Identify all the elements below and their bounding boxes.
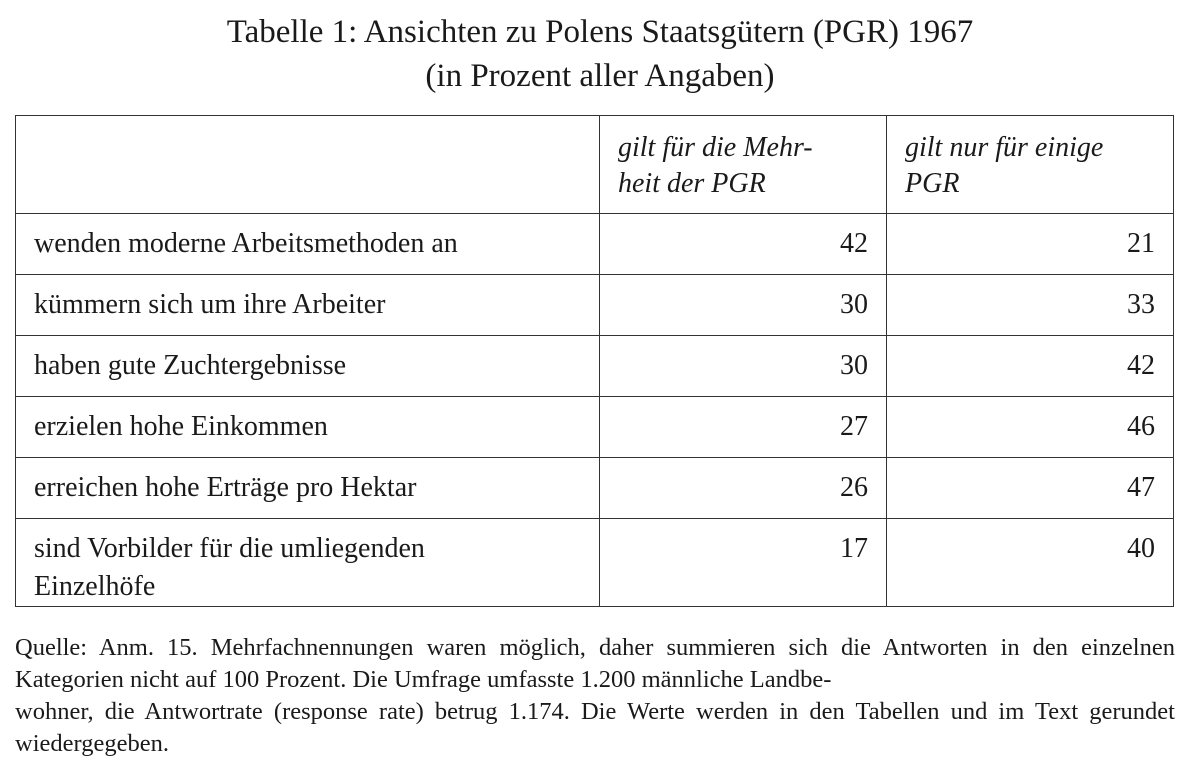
value-some: 40: [887, 519, 1174, 607]
table-row: [16, 458, 1174, 519]
table-row: [16, 336, 1174, 397]
table-title-line-2: (in Prozent aller Angaben): [425, 58, 775, 94]
header-row: [16, 116, 1174, 214]
value-majority: 42: [600, 214, 887, 275]
row-label: haben gute Zuchtergebnisse: [16, 336, 600, 397]
table-row: [16, 214, 1174, 275]
value-some: 42: [887, 336, 1174, 397]
row-label: wenden moderne Arbeitsmethoden an: [16, 214, 600, 275]
value-majority: 27: [600, 397, 887, 458]
row-label: erzielen hohe Einkommen: [16, 397, 600, 458]
table-row: [16, 397, 1174, 458]
value-majority: 17: [600, 519, 887, 607]
table-row: [16, 275, 1174, 336]
value-majority: 30: [600, 275, 887, 336]
source-note: Quelle: Anm. 15. Mehrfachnennungen waren möglich, daher summieren sich die Antworten in den einzelnen Kategorien nicht auf 100 Prozent. Die Umfrage umfasste 1.200 männliche Landbe- wohner, die Antwortrate (response rate) betrug 1.174. Die Werte werden in den Tabellen und im Text gerundet wiedergegeben.: [15, 634, 1175, 757]
table-title-line-1: Tabelle 1: Ansichten zu Polens Staatsgütern (PGR) 1967: [226, 14, 974, 50]
header-cell-majority: gilt für die Mehr- heit der PGR: [600, 116, 887, 214]
row-label: sind Vorbilder für die umliegenden Einzelhöfe: [16, 519, 600, 607]
survey-table: [15, 115, 1174, 607]
value-some: 21: [887, 214, 1174, 275]
table-title: [0, 10, 1200, 98]
value-some: 46: [887, 397, 1174, 458]
value-some: 33: [887, 275, 1174, 336]
row-label: erreichen hohe Erträge pro Hektar: [16, 458, 600, 519]
header-cell-some: gilt nur für einige PGR: [887, 116, 1174, 214]
value-majority: 30: [600, 336, 887, 397]
row-label: kümmern sich um ihre Arbeiter: [16, 275, 600, 336]
value-some: 47: [887, 458, 1174, 519]
header-cell-label: [16, 116, 600, 214]
table-row: [16, 519, 1174, 607]
value-majority: 26: [600, 458, 887, 519]
